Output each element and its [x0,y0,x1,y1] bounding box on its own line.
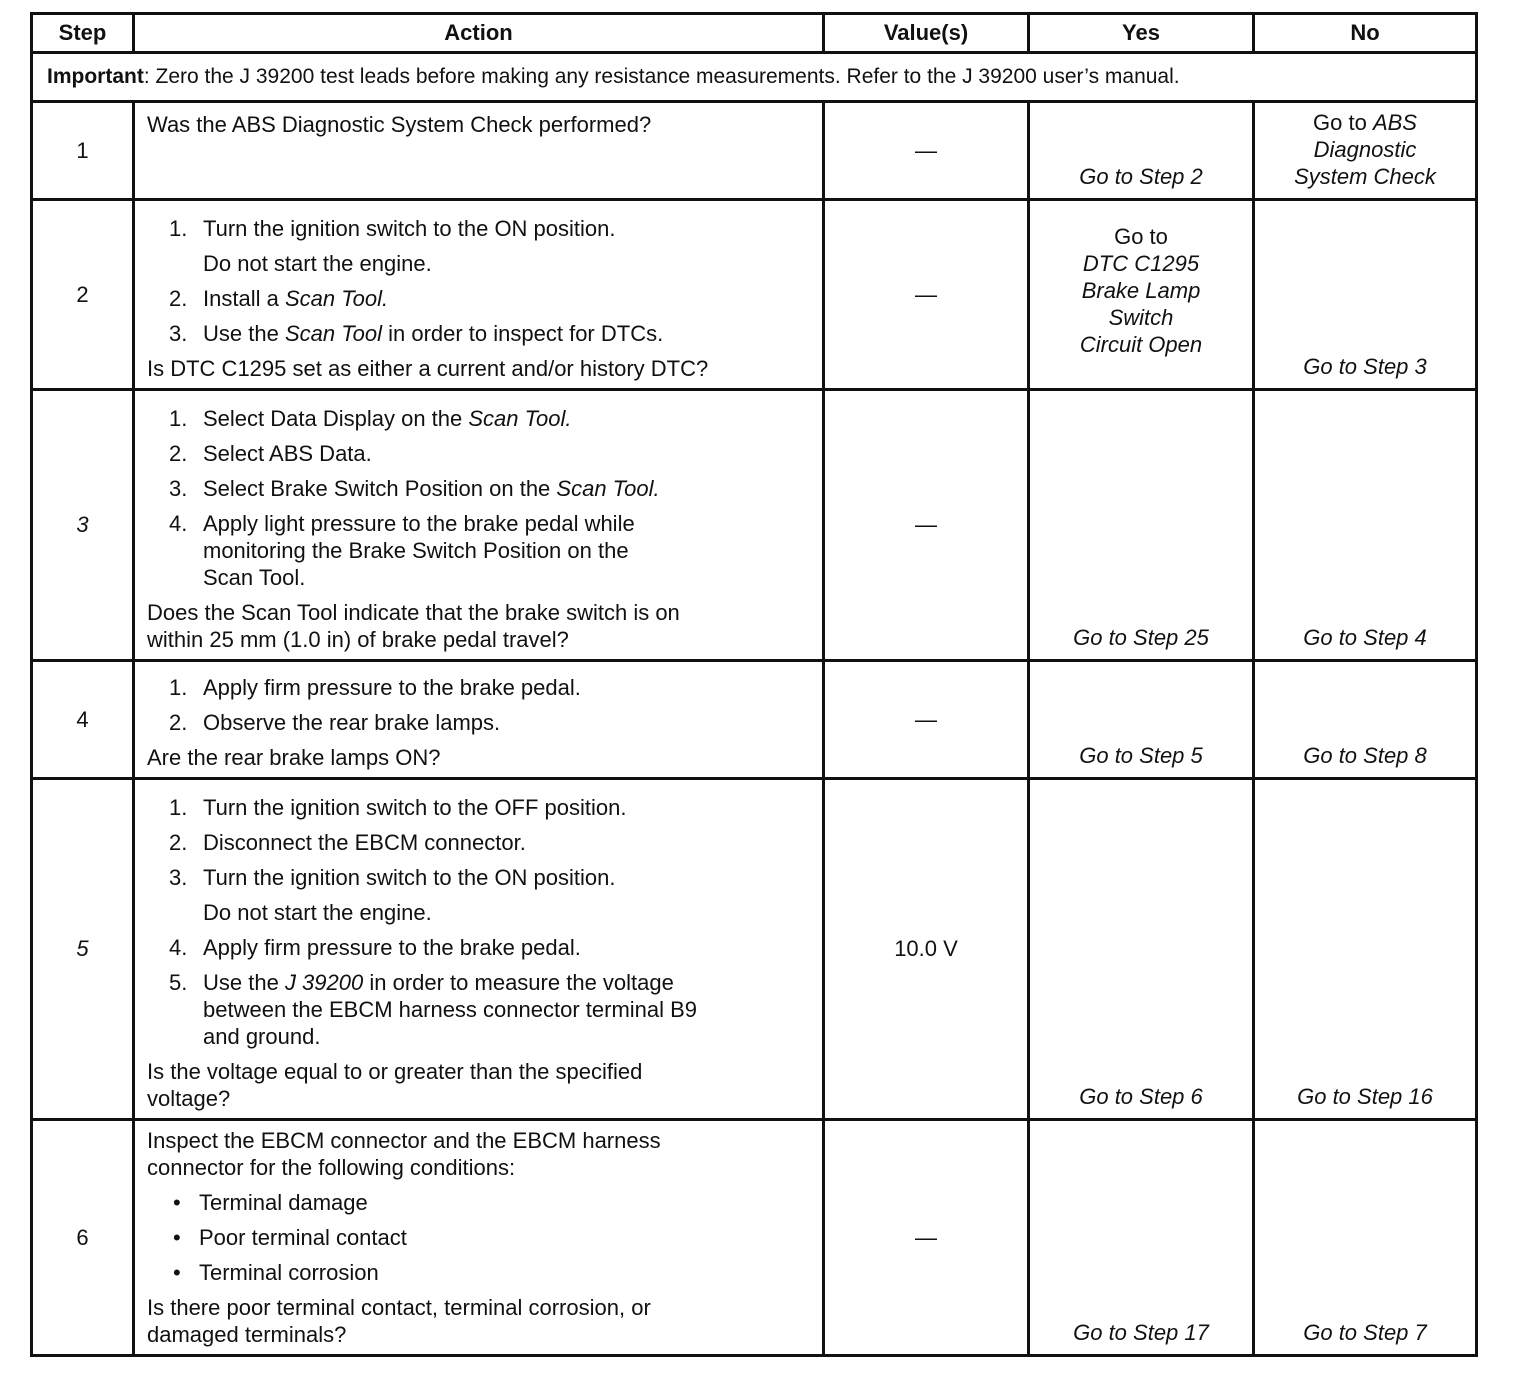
yes-text: Go to [1114,224,1168,249]
value-cell: — [824,661,1029,779]
action-item: 1. Turn the ignition switch to the ON position. [169,216,616,241]
step-number: 5 [32,779,134,1120]
value-cell: — [824,390,1029,661]
header-step: Step [32,14,134,53]
question-text: voltage? [147,1086,231,1111]
action-item-cont: between the EBCM harness connector terminal B9 [203,997,698,1022]
action-item: 1. Apply firm pressure to the brake pedal. [169,675,581,700]
action-cell [134,1120,824,1356]
important-row [32,53,1477,102]
action-item: 4. Apply light pressure to the brake pedal while [169,511,635,536]
step-number: 3 [32,390,134,661]
action-cell [134,661,824,779]
question-text: damaged terminals? [147,1322,347,1347]
table-row [32,661,1477,779]
action-intro: Inspect the EBCM connector and the EBCM harness [147,1128,661,1153]
no-cell: Go to Step 16 [1254,779,1477,1120]
question-text: Does the Scan Tool indicate that the brake switch is on [147,600,680,625]
table-row [32,1120,1477,1356]
question-text: Was the ABS Diagnostic System Check performed? [147,112,652,137]
yes-text: Circuit Open [1079,332,1203,357]
yes-text: Brake Lamp [1081,278,1201,303]
question-text: Are the rear brake lamps ON? [147,745,441,770]
action-item-cont: Scan Tool. [203,565,306,590]
step-number: 6 [32,1120,134,1356]
action-item: 2. Disconnect the EBCM connector. [169,830,526,855]
bullet-item: • Terminal damage [173,1190,368,1215]
action-cell [134,102,824,200]
yes-cell: Go to Step 25 [1029,390,1254,661]
value-cell: — [824,200,1029,390]
no-text: Diagnostic [1313,137,1417,162]
action-item: 3. Turn the ignition switch to the ON position. [169,865,616,890]
action-cell [134,390,824,661]
value-cell: — [824,102,1029,200]
action-cell [134,200,824,390]
no-text: ABS [1372,110,1417,135]
action-intro: connector for the following conditions: [147,1155,516,1180]
no-cell: Go to Step 3 [1254,200,1477,390]
action-item: 4. Apply firm pressure to the brake pedal. [169,935,581,960]
action-cell [134,779,824,1120]
header-value: Value(s) [824,14,1029,53]
step-number: 2 [32,200,134,390]
header-yes: Yes [1029,14,1254,53]
action-subtext: Do not start the engine. [203,251,432,276]
no-cell [1254,102,1477,200]
action-item-cont: monitoring the Brake Switch Position on the [203,538,629,563]
no-text: System Check [1294,164,1436,189]
header-action: Action [134,14,824,53]
action-item: 3. Select Brake Switch Position on the Scan Tool. [169,476,660,501]
diagnostic-table [30,12,1478,1357]
step-number: 1 [32,102,134,200]
important-note [32,53,1477,102]
question-text: Is there poor terminal contact, terminal corrosion, or [147,1295,651,1320]
action-item: 2. Select ABS Data. [169,441,372,466]
question-text: Is DTC C1295 set as either a current and/or history DTC? [147,356,709,381]
yes-cell: Go to Step 17 [1029,1120,1254,1356]
action-item: 3. Use the Scan Tool in order to inspect for DTCs. [169,321,664,346]
header-no: No [1254,14,1477,53]
action-item: 1. Turn the ignition switch to the OFF position. [169,795,627,820]
step-number: 4 [32,661,134,779]
header-row [32,14,1477,53]
important-label: Important [47,65,144,88]
yes-cell: Go to Step 2 [1029,102,1254,200]
no-cell: Go to Step 4 [1254,390,1477,661]
bullet-item: • Poor terminal contact [173,1225,407,1250]
no-cell: Go to Step 7 [1254,1120,1477,1356]
table-row [32,102,1477,200]
table-row [32,779,1477,1120]
yes-text: DTC C1295 [1082,251,1200,276]
action-item: 2. Observe the rear brake lamps. [169,710,501,735]
action-item-cont: and ground. [203,1024,321,1049]
question-text: Is the voltage equal to or greater than the specified [147,1059,643,1084]
action-subtext: Do not start the engine. [203,900,432,925]
action-item: 5. Use the J 39200 in order to measure the voltage [169,970,674,995]
yes-cell [1029,200,1254,390]
yes-cell: Go to Step 6 [1029,779,1254,1120]
yes-text: Switch [1108,305,1174,330]
action-item: 1. Select Data Display on the Scan Tool. [169,406,572,431]
important-text: : Zero the J 39200 test leads before making any resistance measurements. Refer to the J 39200 user’s manual. [143,65,1180,88]
bullet-item: • Terminal corrosion [173,1260,379,1285]
action-item: 2. Install a Scan Tool. [169,286,389,311]
yes-cell: Go to Step 5 [1029,661,1254,779]
no-cell: Go to Step 8 [1254,661,1477,779]
value-cell: — [824,1120,1029,1356]
value-cell: 10.0 V [824,779,1029,1120]
table-row [32,390,1477,661]
no-text: Go to [1313,110,1373,135]
question-text: within 25 mm (1.0 in) of brake pedal travel? [147,627,569,652]
table-row [32,200,1477,390]
